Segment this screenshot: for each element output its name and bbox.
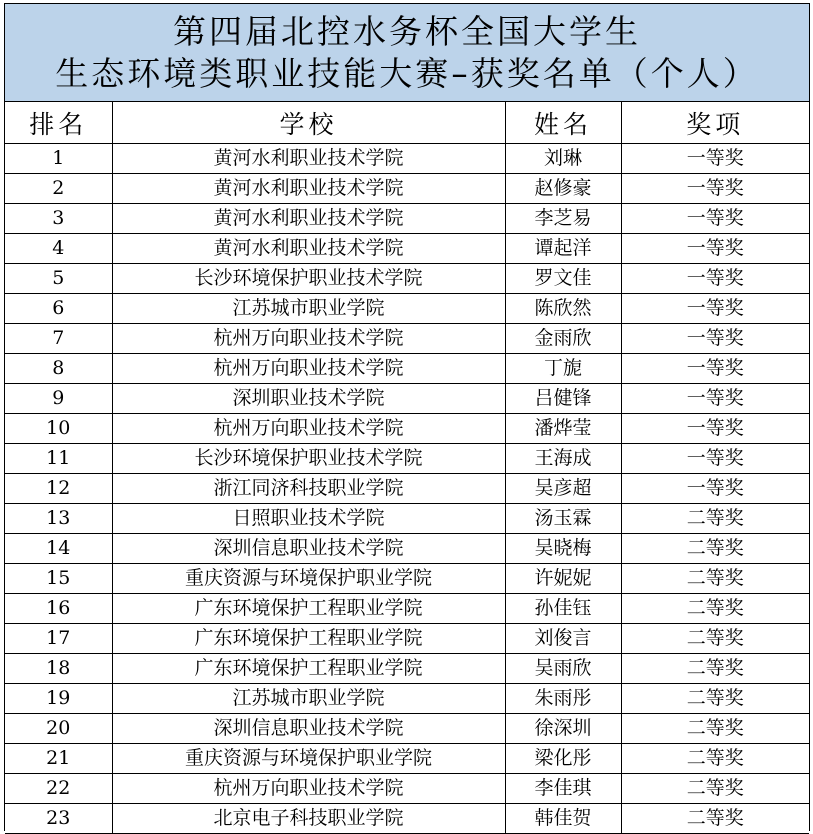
cell-award: 二等奖 xyxy=(621,744,809,774)
cell-school: 杭州万向职业技术学院 xyxy=(112,774,505,804)
cell-school: 杭州万向职业技术学院 xyxy=(112,414,505,444)
cell-school: 重庆资源与环境保护职业学院 xyxy=(112,564,505,594)
table-row xyxy=(5,204,809,234)
cell-award: 一等奖 xyxy=(621,414,809,444)
cell-name: 许妮妮 xyxy=(505,564,621,594)
cell-name: 朱雨彤 xyxy=(505,684,621,714)
cell-rank: 22 xyxy=(5,774,112,804)
title-block xyxy=(5,3,809,102)
table-row xyxy=(5,174,809,204)
awards-table xyxy=(5,102,809,834)
table-row xyxy=(5,624,809,654)
table-row xyxy=(5,444,809,474)
cell-name: 谭起洋 xyxy=(505,234,621,264)
cell-rank: 23 xyxy=(5,804,112,834)
cell-award: 二等奖 xyxy=(621,774,809,804)
cell-school: 杭州万向职业技术学院 xyxy=(112,324,505,354)
cell-school: 江苏城市职业学院 xyxy=(112,684,505,714)
cell-name: 吕健锋 xyxy=(505,384,621,414)
table-header-row xyxy=(5,102,809,144)
table-row xyxy=(5,474,809,504)
results-sheet xyxy=(4,3,810,831)
cell-award: 二等奖 xyxy=(621,684,809,714)
cell-award: 一等奖 xyxy=(621,354,809,384)
cell-name: 金雨欣 xyxy=(505,324,621,354)
table-row xyxy=(5,324,809,354)
cell-school: 杭州万向职业技术学院 xyxy=(112,354,505,384)
cell-school: 长沙环境保护职业技术学院 xyxy=(112,444,505,474)
cell-rank: 7 xyxy=(5,324,112,354)
cell-school: 黄河水利职业技术学院 xyxy=(112,144,505,174)
cell-school: 黄河水利职业技术学院 xyxy=(112,204,505,234)
cell-school: 浙江同济科技职业学院 xyxy=(112,474,505,504)
table-row xyxy=(5,234,809,264)
cell-school: 深圳职业技术学院 xyxy=(112,384,505,414)
cell-rank: 1 xyxy=(5,144,112,174)
cell-name: 孙佳钰 xyxy=(505,594,621,624)
cell-name: 韩佳贺 xyxy=(505,804,621,834)
cell-rank: 4 xyxy=(5,234,112,264)
cell-name: 陈欣然 xyxy=(505,294,621,324)
cell-rank: 20 xyxy=(5,714,112,744)
cell-school: 日照职业技术学院 xyxy=(112,504,505,534)
cell-school: 北京电子科技职业学院 xyxy=(112,804,505,834)
cell-school: 重庆资源与环境保护职业学院 xyxy=(112,744,505,774)
title-line-1: 第四届北控水务杯全国大学生 xyxy=(173,11,641,51)
column-header-name: 姓名 xyxy=(505,102,621,144)
cell-award: 一等奖 xyxy=(621,144,809,174)
table-body xyxy=(5,144,809,834)
cell-award: 一等奖 xyxy=(621,384,809,414)
cell-rank: 17 xyxy=(5,624,112,654)
cell-name: 徐深圳 xyxy=(505,714,621,744)
table-row xyxy=(5,804,809,834)
table-row xyxy=(5,354,809,384)
cell-name: 李芝易 xyxy=(505,204,621,234)
cell-rank: 12 xyxy=(5,474,112,504)
cell-award: 二等奖 xyxy=(621,594,809,624)
cell-school: 深圳信息职业技术学院 xyxy=(112,534,505,564)
table-row xyxy=(5,534,809,564)
cell-rank: 16 xyxy=(5,594,112,624)
table-row xyxy=(5,774,809,804)
cell-rank: 8 xyxy=(5,354,112,384)
cell-award: 二等奖 xyxy=(621,714,809,744)
cell-name: 王海成 xyxy=(505,444,621,474)
cell-name: 赵修豪 xyxy=(505,174,621,204)
column-header-award: 奖项 xyxy=(621,102,809,144)
table-row xyxy=(5,414,809,444)
table-row xyxy=(5,744,809,774)
cell-rank: 3 xyxy=(5,204,112,234)
cell-award: 一等奖 xyxy=(621,234,809,264)
cell-rank: 2 xyxy=(5,174,112,204)
column-header-school: 学校 xyxy=(112,102,505,144)
cell-rank: 19 xyxy=(5,684,112,714)
cell-name: 丁旎 xyxy=(505,354,621,384)
table-row xyxy=(5,264,809,294)
cell-rank: 18 xyxy=(5,654,112,684)
cell-rank: 10 xyxy=(5,414,112,444)
cell-school: 黄河水利职业技术学院 xyxy=(112,174,505,204)
table-row xyxy=(5,144,809,174)
cell-rank: 21 xyxy=(5,744,112,774)
cell-name: 吴雨欣 xyxy=(505,654,621,684)
cell-rank: 13 xyxy=(5,504,112,534)
table-row xyxy=(5,564,809,594)
cell-award: 二等奖 xyxy=(621,624,809,654)
cell-name: 汤玉霖 xyxy=(505,504,621,534)
cell-award: 一等奖 xyxy=(621,174,809,204)
cell-name: 刘俊言 xyxy=(505,624,621,654)
cell-rank: 14 xyxy=(5,534,112,564)
column-header-rank: 排名 xyxy=(5,102,112,144)
cell-name: 罗文佳 xyxy=(505,264,621,294)
cell-award: 一等奖 xyxy=(621,324,809,354)
cell-rank: 11 xyxy=(5,444,112,474)
cell-award: 二等奖 xyxy=(621,804,809,834)
cell-school: 黄河水利职业技术学院 xyxy=(112,234,505,264)
title-line-2: 生态环境类职业技能大赛–获奖名单（个人） xyxy=(55,53,759,93)
cell-name: 李佳琪 xyxy=(505,774,621,804)
cell-school: 长沙环境保护职业技术学院 xyxy=(112,264,505,294)
cell-rank: 9 xyxy=(5,384,112,414)
cell-award: 一等奖 xyxy=(621,204,809,234)
cell-school: 广东环境保护工程职业学院 xyxy=(112,654,505,684)
cell-school: 广东环境保护工程职业学院 xyxy=(112,624,505,654)
cell-award: 一等奖 xyxy=(621,444,809,474)
table-row xyxy=(5,714,809,744)
table-row xyxy=(5,384,809,414)
cell-name: 刘琳 xyxy=(505,144,621,174)
table-row xyxy=(5,294,809,324)
cell-rank: 5 xyxy=(5,264,112,294)
cell-award: 二等奖 xyxy=(621,504,809,534)
cell-award: 二等奖 xyxy=(621,654,809,684)
cell-award: 一等奖 xyxy=(621,294,809,324)
cell-name: 吴彦超 xyxy=(505,474,621,504)
table-row xyxy=(5,654,809,684)
cell-name: 梁化彤 xyxy=(505,744,621,774)
cell-school: 江苏城市职业学院 xyxy=(112,294,505,324)
cell-rank: 6 xyxy=(5,294,112,324)
cell-school: 广东环境保护工程职业学院 xyxy=(112,594,505,624)
cell-award: 一等奖 xyxy=(621,474,809,504)
table-row xyxy=(5,504,809,534)
cell-rank: 15 xyxy=(5,564,112,594)
cell-award: 二等奖 xyxy=(621,564,809,594)
cell-award: 一等奖 xyxy=(621,264,809,294)
table-row xyxy=(5,684,809,714)
cell-name: 潘烨莹 xyxy=(505,414,621,444)
cell-school: 深圳信息职业技术学院 xyxy=(112,714,505,744)
cell-name: 吴晓梅 xyxy=(505,534,621,564)
table-row xyxy=(5,594,809,624)
cell-award: 二等奖 xyxy=(621,534,809,564)
